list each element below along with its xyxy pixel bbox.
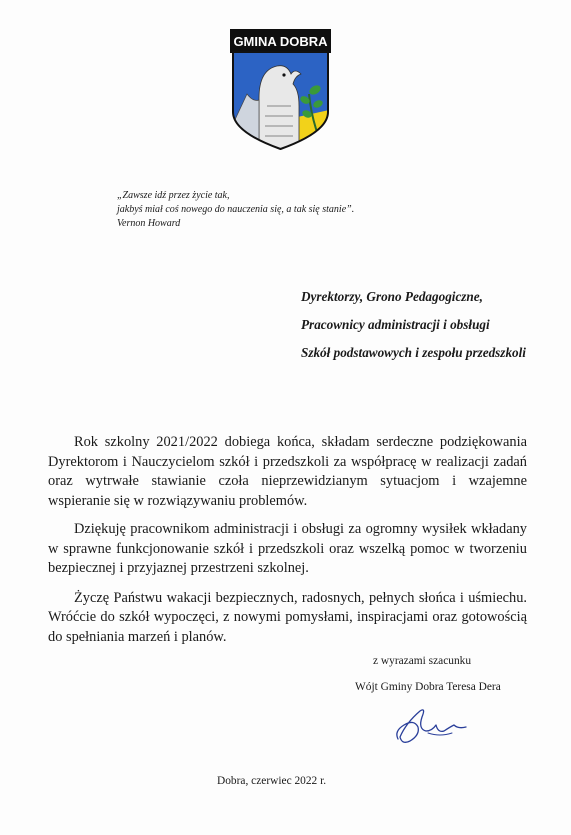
- body-paragraph-3: Życzę Państwu wakacji bezpiecznych, radosnych, pełnych słońca i uśmiechu. Wróćcie do szkół wypoczęci, z nowymi pomysłami, inspiracjami oraz gotowością do spełniania marzeń i planów.: [48, 589, 527, 645]
- handwritten-signature: [392, 703, 470, 747]
- closing-regards: z wyrazami szacunku: [373, 655, 472, 667]
- epigraph-line-2: jakbyś miał coś nowego do nauczenia się, a tak się stanie”.: [117, 204, 355, 215]
- place-and-date: Dobra, czerwiec 2022 r.: [217, 775, 327, 787]
- addressee-line-2: Pracownicy administracji i obsługi: [301, 317, 490, 332]
- addressee-line-1: Dyrektorzy, Grono Pedagogiczne,: [301, 289, 483, 304]
- crest-banner-text: GMINA DOBRA: [233, 34, 328, 49]
- epigraph-author: Vernon Howard: [117, 218, 181, 229]
- epigraph: [117, 189, 354, 231]
- addressee-line-3: Szkół podstawowych i zespołu przedszkoli: [301, 345, 526, 360]
- body-paragraph-2: Dziękuję pracownikom administracji i obsługi za ogromny wysiłek wkładany w sprawne funkcjonowanie szkół i przedszkoli oraz wszelką pomoc w tworzeniu bezpiecznej i przyjaznej przestrzeni szkolnej.: [48, 521, 527, 576]
- signer-name: Wójt Gminy Dobra Teresa Dera: [355, 681, 501, 693]
- letter-body: [48, 433, 527, 656]
- body-paragraph-1: Rok szkolny 2021/2022 dobiega końca, składam serdeczne podziękowania Dyrektorom i Nauczycielom szkół i przedszkoli za współpracę w realizacji zadań oraz wytrwałe stawianie czoła nieprzewidzianym sytuacjom i wzajemne wspieranie się w rozwiązywaniu problemów.: [48, 434, 527, 509]
- gmina-dobra-crest-logo: [229, 28, 332, 151]
- epigraph-line-1: „Zawsze idź przez życie tak,: [117, 190, 230, 201]
